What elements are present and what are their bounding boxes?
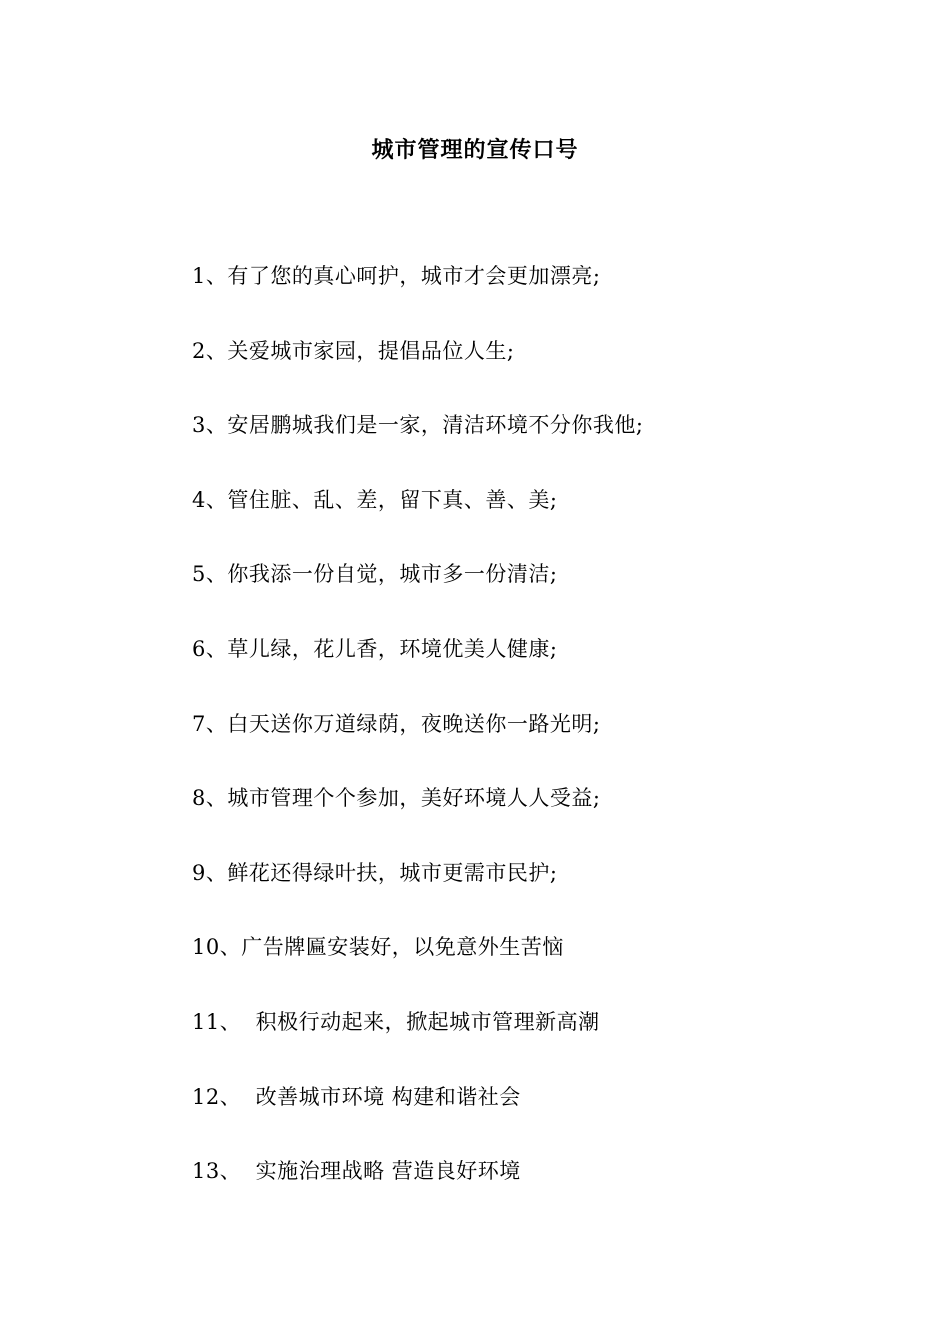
slogan-item-4: 4、管住脏、乱、差，留下真、善、美; [192,487,558,512]
slogan-item-1: 1、有了您的真心呵护，城市才会更加漂亮; [192,264,601,288]
slogan-list [192,260,892,1230]
slogan-item-11: 11、 积极行动起来，掀起城市管理新高潮 [192,1009,600,1034]
slogan-item-8: 8、城市管理个个参加，美好环境人人受益; [192,786,601,811]
slogan-item-13: 13、 实施治理战略 营造良好环境 [192,1159,521,1184]
slogan-item-10: 10、广告牌匾安装好，以免意外生苦恼 [192,935,564,960]
slogan-item-6: 6、草儿绿，花儿香，环境优美人健康; [192,636,558,661]
document-title: 城市管理的宣传口号 [371,138,579,163]
slogan-item-5: 5、你我添一份自觉，城市多一份清洁; [192,562,558,587]
slogan-item-9: 9、鲜花还得绿叶扶，城市更需市民护; [192,860,558,885]
slogan-item-3: 3、安居鹏城我们是一家，清洁环境不分你我他; [192,413,644,438]
slogan-item-12: 12、 改善城市环境 构建和谐社会 [192,1084,521,1109]
slogan-item-7: 7、白天送你万道绿荫，夜晚送你一路光明; [192,711,601,736]
slogan-item-2: 2、关爱城市家园，提倡品位人生; [192,338,515,363]
